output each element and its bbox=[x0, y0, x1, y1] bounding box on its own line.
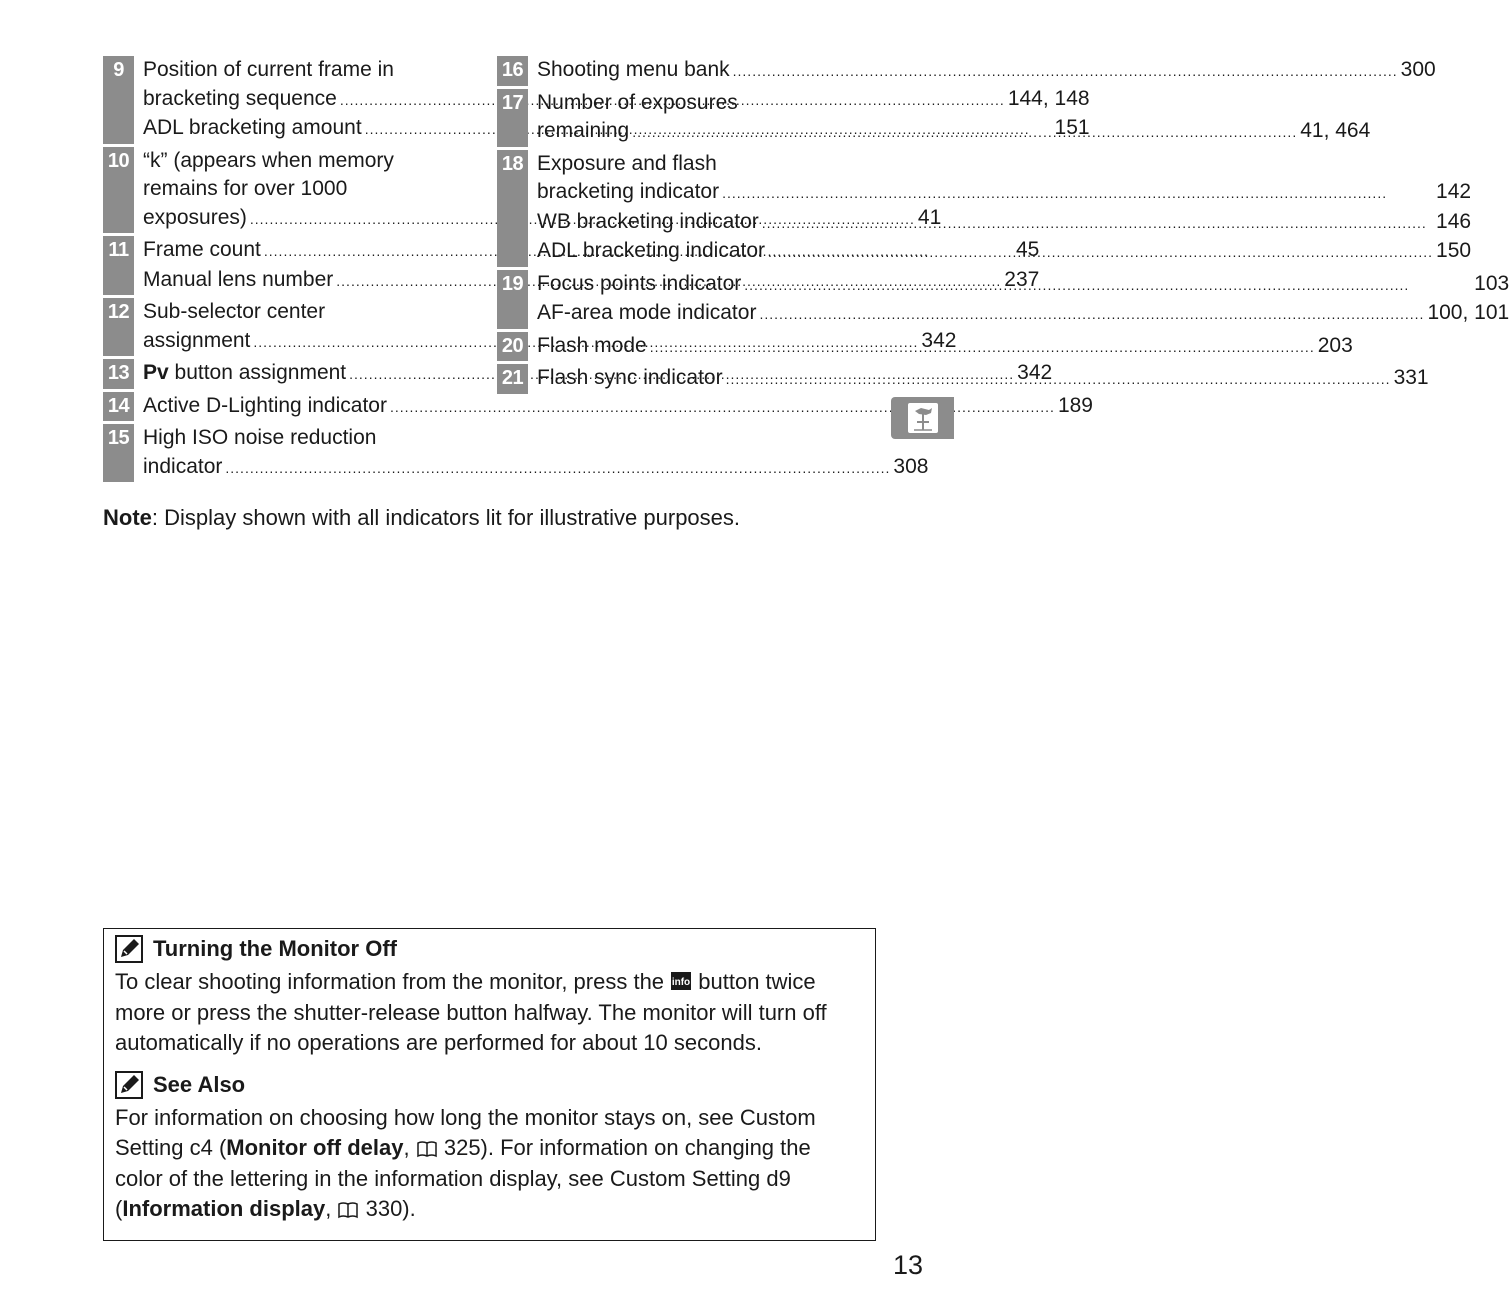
page-reference: 308 bbox=[893, 454, 929, 478]
legend-number-badge: 20 bbox=[497, 332, 528, 362]
leader-dots bbox=[632, 118, 1297, 147]
box-text-monitor-off bbox=[115, 967, 863, 1059]
leader-dots bbox=[726, 365, 1391, 394]
leader-dots bbox=[225, 454, 890, 483]
legend-number-badge: 19 bbox=[497, 270, 528, 329]
legend-line-text: WB bracketing indicator bbox=[537, 209, 759, 233]
page-reference: 142 bbox=[1436, 180, 1472, 203]
legend-line-text: AF-area mode indicator bbox=[537, 301, 757, 324]
legend-line-text bbox=[143, 359, 346, 388]
svg-text:info: info bbox=[671, 977, 691, 988]
box-text-see-also bbox=[115, 1103, 863, 1225]
legend-entry-lines bbox=[528, 364, 1429, 394]
box-title-see-also: See Also bbox=[153, 1071, 246, 1097]
legend-line bbox=[537, 117, 1370, 147]
legend-line-text: Frame count bbox=[143, 238, 261, 261]
legend-line-text: Active D-Lighting indicator bbox=[143, 393, 387, 417]
legend-entry-14 bbox=[103, 392, 1093, 422]
leader-dots bbox=[733, 57, 1398, 86]
page-reference: 203 bbox=[1317, 333, 1353, 357]
page-number: 13 bbox=[893, 1250, 924, 1280]
legend-line-text: exposures) bbox=[143, 205, 247, 229]
weathervane-icon bbox=[906, 401, 940, 435]
info-button-icon bbox=[670, 970, 692, 992]
leader-dots bbox=[759, 300, 1424, 329]
legend-number-badge: 10 bbox=[103, 147, 134, 234]
legend-number-badge: 13 bbox=[103, 359, 134, 389]
legend-line-text: Flash sync indicator bbox=[537, 366, 723, 389]
page-reference: 103 bbox=[1474, 271, 1509, 295]
text-segment: 325). For information on changing the color of the lettering in the information display, see Custom Setting d9 ( bbox=[115, 1135, 811, 1221]
pencil-note-icon bbox=[115, 1071, 143, 1099]
note-label: Note bbox=[103, 505, 152, 530]
legend-number-badge: 9 bbox=[103, 56, 134, 144]
page-reference: 144, 148 bbox=[1007, 86, 1090, 110]
box-title-monitor-off: Turning the Monitor Off bbox=[153, 936, 397, 961]
legend-number-badge: 17 bbox=[497, 89, 528, 147]
book-reference-icon bbox=[416, 1140, 438, 1158]
legend-entry-lines bbox=[528, 150, 1471, 267]
page-reference: 146 bbox=[1436, 209, 1472, 233]
legend-line-text: Focus points indicator bbox=[537, 271, 742, 295]
legend-line-text: remains for over 1000 bbox=[143, 177, 348, 200]
legend-line-text: Exposure and flash bbox=[537, 151, 717, 175]
legend-line-text: Manual lens number bbox=[143, 267, 334, 291]
leader-dots bbox=[722, 179, 1433, 208]
legend-line-text: remaining bbox=[537, 119, 630, 142]
legend-line-text: High ISO noise reduction bbox=[143, 426, 377, 449]
legend-number-badge: 15 bbox=[103, 424, 134, 482]
legend-number-badge: 11 bbox=[103, 236, 134, 295]
legend-entry-15 bbox=[103, 424, 929, 482]
legend-line bbox=[537, 237, 1471, 267]
legend-line bbox=[537, 89, 1370, 118]
page-reference: 331 bbox=[1393, 366, 1429, 389]
legend-number-badge: 14 bbox=[103, 392, 134, 422]
legend-entry-lines bbox=[528, 56, 1436, 86]
note-line bbox=[103, 505, 740, 531]
box-heading-monitor-off bbox=[115, 935, 863, 963]
page-reference: 41, 464 bbox=[1300, 119, 1371, 142]
legend-line-text: bracketing sequence bbox=[143, 86, 337, 110]
legend-line-text: Position of current frame in bbox=[143, 58, 394, 81]
legend-line-text: ADL bracketing indicator bbox=[537, 239, 766, 262]
book-reference-icon bbox=[337, 1201, 359, 1219]
page-reference: 151 bbox=[1054, 116, 1090, 139]
legend-line bbox=[143, 453, 928, 483]
legend-line bbox=[537, 270, 1509, 300]
legend-line-text: Sub-selector center bbox=[143, 300, 326, 323]
page-reference: 342 bbox=[921, 328, 957, 352]
page-reference: 300 bbox=[1400, 58, 1436, 81]
page-reference: 237 bbox=[1004, 267, 1040, 291]
text-segment: , bbox=[325, 1196, 338, 1221]
leader-dots bbox=[390, 393, 1055, 422]
text-segment: button twice more or press the shutter-release button halfway. The monitor will turn off automatically if no operations are performed for about 10 seconds. bbox=[115, 969, 827, 1055]
setting-name-monitor-off-delay: Monitor off delay bbox=[226, 1135, 404, 1160]
legend-number-badge: 16 bbox=[497, 56, 528, 86]
leader-dots bbox=[768, 238, 1433, 267]
page-reference: 150 bbox=[1436, 239, 1472, 262]
legend-line-text: Shooting menu bank bbox=[537, 58, 730, 81]
info-box bbox=[103, 928, 876, 1241]
legend-entry-lines bbox=[528, 332, 1353, 362]
pv-button-label: Pv bbox=[143, 361, 169, 384]
legend-line-text: bracketing indicator bbox=[537, 180, 720, 203]
box-heading-see-also bbox=[115, 1071, 863, 1099]
page-reference: 342 bbox=[1017, 361, 1053, 384]
note-text: : Display shown with all indicators lit for illustrative purposes. bbox=[151, 505, 741, 530]
legend-number-badge: 18 bbox=[497, 150, 528, 267]
legend-line bbox=[537, 299, 1509, 329]
legend-entry-16 bbox=[497, 56, 1436, 86]
setting-name-information-display: Information display bbox=[122, 1196, 326, 1221]
legend-line-text: assignment bbox=[143, 328, 251, 352]
legend-line bbox=[537, 178, 1471, 208]
legend-line-text: indicator bbox=[143, 454, 223, 478]
text-segment: , bbox=[403, 1135, 416, 1160]
legend-entry-lines bbox=[528, 89, 1370, 147]
text-segment: To clear shooting information from the monitor, press the bbox=[115, 969, 671, 994]
legend-line bbox=[537, 332, 1353, 362]
legend-line bbox=[143, 424, 928, 453]
page-reference: 41 bbox=[917, 205, 942, 229]
page-reference: 100, 101 bbox=[1427, 301, 1509, 324]
legend-number-badge: 12 bbox=[103, 298, 134, 356]
text-segment: 330). bbox=[359, 1196, 416, 1221]
legend-line-text-part: button assignment bbox=[174, 361, 347, 384]
legend-entry-lines bbox=[528, 270, 1509, 329]
legend-line-text: Number of exposures bbox=[537, 90, 738, 114]
leader-dots bbox=[650, 333, 1315, 362]
legend-line-text: Flash mode bbox=[537, 333, 647, 357]
legend-entry-lines bbox=[134, 424, 928, 482]
pencil-note-icon bbox=[115, 935, 143, 963]
legend-line-text: “k” (appears when memory bbox=[143, 148, 394, 172]
page-reference: 189 bbox=[1057, 393, 1093, 417]
legend-line bbox=[537, 150, 1471, 179]
legend-line bbox=[537, 208, 1471, 238]
section-side-tab bbox=[891, 397, 954, 439]
text-segment: For information on choosing how long the monitor stays on, see Custom Setting c4 ( bbox=[115, 1104, 816, 1160]
legend-line-text: ADL bracketing amount bbox=[143, 116, 362, 139]
legend-line bbox=[537, 364, 1429, 394]
leader-dots bbox=[762, 209, 1433, 238]
leader-dots bbox=[744, 271, 1471, 300]
legend-line bbox=[537, 56, 1436, 86]
page-reference: 45 bbox=[1015, 238, 1040, 261]
legend-number-badge: 21 bbox=[497, 364, 528, 394]
